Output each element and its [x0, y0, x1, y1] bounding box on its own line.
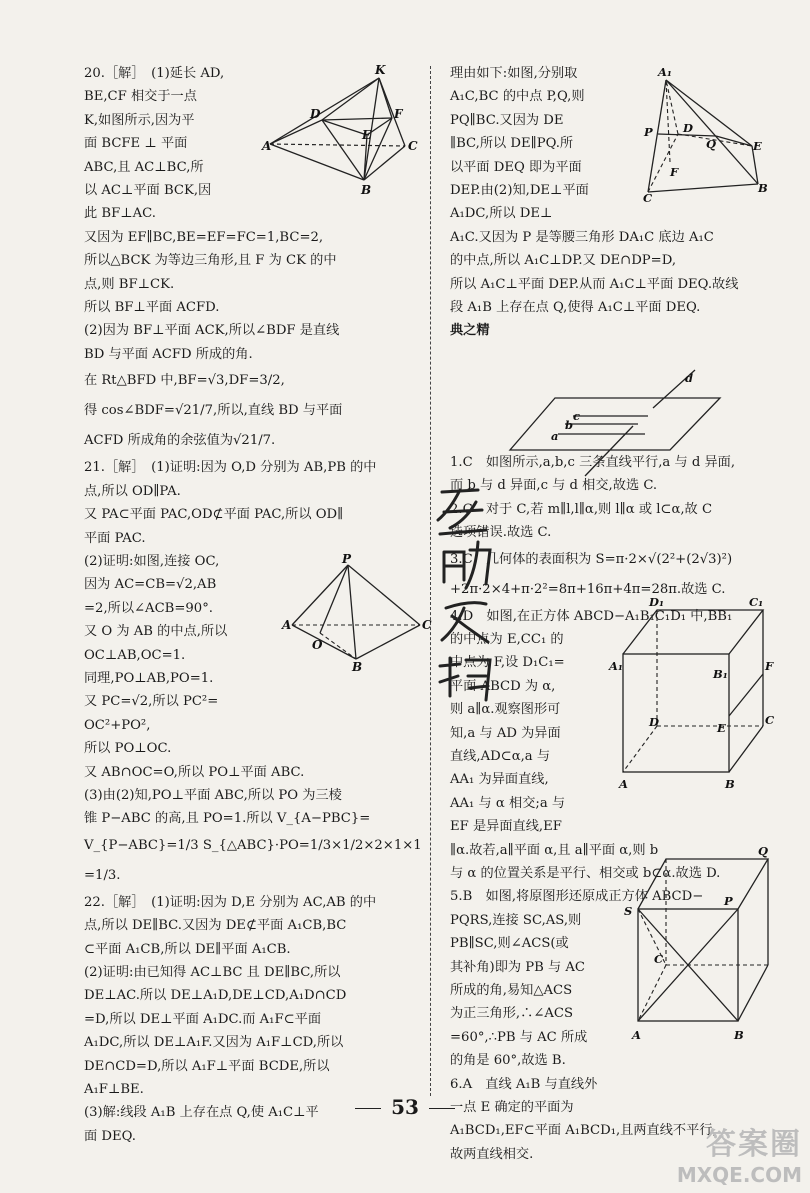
left-text-line: 点,所以 OD∥PA.	[84, 483, 181, 499]
fig22-label: C	[643, 191, 653, 205]
figure-20-solid	[262, 62, 422, 197]
right-text-line: 平面 ABCD 为 α,	[450, 678, 556, 694]
right-text-line: 1.C 如图所示,a,b,c 三条直线平行,a 与 d 异面,	[450, 454, 736, 470]
right-text-line: 的中点,所以 A₁C⊥DP.又 DE∩DP=D,	[450, 253, 677, 269]
right-text-line: A₁C.又因为 P 是等腰三角形 DA₁C 底边 A₁C	[450, 229, 714, 245]
right-text-line: 其补角)即为 PB 与 AC	[450, 959, 586, 975]
right-text-line: 中点为 F,设 D₁C₁=	[450, 655, 565, 671]
fig20-label: F	[394, 107, 403, 121]
left-text-line: V_{P−ABC}=1/3 S_{△ABC}·PO=1/3×1/2×2×1×1	[84, 837, 422, 853]
fig4-label: A	[619, 777, 628, 791]
fig4-label: A₁	[609, 659, 623, 673]
left-text-line: (2)证明:如图,连接 OC,	[84, 553, 220, 569]
right-text-line: 4.D 如图,在正方体 ABCD−A₁B₁C₁D₁ 中,BB₁	[450, 608, 733, 624]
fig5-label: B	[734, 1028, 744, 1042]
left-text-line: =D,所以 DE⊥平面 A₁DC.而 A₁F⊂平面	[84, 1011, 322, 1027]
left-text-line: 此 BF⊥AC.	[84, 206, 156, 222]
fig22-label: A₁	[658, 65, 672, 79]
handwritten-scribble	[430, 480, 505, 710]
fig5-label: C	[654, 952, 664, 966]
fig22-label: E	[753, 139, 762, 153]
left-text-line: ⊂平面 A₁CB,所以 DE∥平面 A₁CB.	[84, 941, 291, 957]
fig22-label: D	[683, 121, 693, 135]
right-text-line: 知,a 与 AD 为异面	[450, 725, 561, 741]
right-text-line: A₁DC,所以 DE⊥	[450, 206, 553, 222]
left-text-line: OC⊥AB,OC=1.	[84, 647, 186, 663]
right-text-line: 6.A 直线 A₁B 与直线外	[450, 1076, 598, 1092]
right-text-line: 与 α 的位置关系是平行、相交或 b⊂α.故选 D.	[450, 865, 721, 881]
fig1-label: c	[573, 409, 581, 423]
left-text-line: 以 AC⊥平面 BCK,因	[84, 183, 212, 199]
fig22-label: P	[644, 125, 653, 139]
left-text-line: (2)因为 BF⊥平面 ACK,所以∠BDF 是直线	[84, 323, 340, 339]
right-text-line: 所以 A₁C⊥平面 DEP.从而 A₁C⊥平面 DEQ.故线	[450, 276, 739, 292]
section-title: 典之精	[450, 323, 490, 339]
fig4-label: E	[717, 721, 726, 735]
right-text-line: 理由如下:如图,分别取	[450, 66, 578, 81]
left-text-line: =1/3.	[84, 867, 121, 883]
left-text-line: 所以 PO⊥OC.	[84, 741, 172, 757]
right-text-line: DEP.由(2)知,DE⊥平面	[450, 183, 589, 199]
fig5-label: P	[724, 894, 733, 908]
right-text-line: A₁C,BC 的中点 P,Q,则	[450, 89, 585, 105]
left-text-line: BD 与平面 ACFD 所成的角.	[84, 346, 253, 362]
left-text-line: 21.［解］ (1)证明:因为 O,D 分别为 AB,PB 的中	[84, 460, 377, 476]
right-text-line: PQ∥BC.又因为 DE	[450, 112, 564, 128]
fig22-label: F	[670, 165, 679, 179]
fig20-label: A	[262, 139, 272, 153]
right-text-line: 3.C 几何体的表面积为 S=π·2×√(2²+(2√3)²)	[450, 551, 733, 567]
figure-22-solid	[640, 64, 770, 204]
left-text-line: 所以 BF⊥平面 ACFD.	[84, 300, 220, 316]
fig20-label: D	[310, 107, 321, 121]
fig1-label: a	[551, 429, 559, 443]
left-text-line: 面 DEQ.	[84, 1128, 136, 1144]
right-text-line: 为正三角形,∴∠ACS	[450, 1006, 574, 1022]
fig20-label: E	[362, 128, 372, 142]
fig21-label: A	[282, 618, 292, 632]
left-text-line: 20.［解］ (1)延长 AD,	[84, 66, 225, 81]
right-text-line: =60°,∴PB 与 AC 所成	[450, 1029, 588, 1045]
right-text-line: 段 A₁B 上存在点 Q,使得 A₁C⊥平面 DEQ.	[450, 300, 701, 316]
fig20-label: K	[375, 63, 386, 77]
fig4-label: D	[649, 715, 659, 729]
fig21-label: B	[352, 660, 363, 674]
fig21-label: P	[342, 552, 352, 566]
fig22-label: Q	[706, 137, 717, 151]
left-text-line: 锥 P−ABC 的高,且 PO=1.所以 V_{A−PBC}=	[84, 811, 371, 827]
left-text-line: A₁F⊥BE.	[84, 1082, 144, 1098]
right-text-line: 则 a∥α.观察图形可	[450, 702, 561, 718]
left-text-line: 平面 PAC.	[84, 530, 146, 546]
left-text-line: 同理,PO⊥AB,PO=1.	[84, 670, 214, 686]
left-text-line: K,如图所示,因为平	[84, 112, 195, 128]
figure-21-pyramid	[282, 552, 432, 674]
left-text-line: DE⊥AC.所以 DE⊥A₁D,DE⊥CD,A₁D∩CD	[84, 988, 347, 1004]
left-text-line: ACFD 所成角的余弦值为√21/7.	[84, 433, 276, 449]
right-text-line: ∥BC,所以 DE∥PQ.所	[450, 136, 574, 152]
figure-5-cube	[618, 843, 778, 1043]
right-text-line: 的中点为 E,CC₁ 的	[450, 631, 564, 647]
fig21-label: O	[312, 638, 323, 652]
fig22-label: B	[758, 181, 768, 195]
watermark-url: MXQE.COM	[676, 1163, 802, 1187]
fig21-label: C	[422, 618, 432, 632]
fig20-label: B	[361, 183, 372, 197]
left-text-line: 因为 AC=CB=√2,AB	[84, 577, 217, 593]
left-text-line: 点,则 BF⊥CK.	[84, 276, 175, 292]
right-text-line: 以平面 DEQ 即为平面	[450, 159, 582, 175]
right-text-line: AA₁ 为异面直线,	[450, 772, 549, 788]
fig4-label: B₁	[713, 667, 728, 681]
left-text-line: 所以△BCK 为等边三角形,且 F 为 CK 的中	[84, 253, 337, 269]
left-text-line: 又 PC=√2,所以 PC²=	[84, 694, 219, 710]
watermark-logo: 答案圈	[706, 1127, 802, 1162]
right-text-line: 而 b 与 d 异面,c 与 d 相交,故选 C.	[450, 478, 658, 494]
right-text-line: PB∥SC,则∠ACS(或	[450, 936, 569, 952]
fig4-label: F	[765, 659, 774, 673]
right-text-line: +2π·2×4+π·2²=8π+16π+4π=28π.故选 C.	[450, 581, 726, 597]
figure-4-cube	[609, 592, 780, 792]
right-text-line: ∥α.故若,a∥平面 α,且 a∥平面 α,则 b	[450, 842, 659, 858]
fig5-label: S	[624, 904, 633, 918]
right-text-line: A₁BCD₁,EF⊂平面 A₁BCD₁,且两直线不平行,	[450, 1123, 717, 1139]
left-text-line: (3)解:线段 A₁B 上存在点 Q,使 A₁C⊥平	[84, 1105, 319, 1121]
left-text-line: 面 BCFE ⊥ 平面	[84, 136, 188, 152]
right-text-line: 2.C 对于 C,若 m∥l,l∥α,则 l∥α 或 l⊂α,故 C	[450, 501, 713, 517]
right-text-line: EF 是异面直线,EF	[450, 819, 562, 835]
right-text-line: PQRS,连接 SC,AS,则	[450, 912, 582, 928]
right-text-line: 直线,AD⊂α,a 与	[450, 748, 551, 764]
left-text-line: ABC,且 AC⊥BC,所	[84, 159, 204, 175]
left-text-line: 又因为 EF∥BC,BE=EF=FC=1,BC=2,	[84, 229, 324, 245]
left-text-line: (3)由(2)知,PO⊥平面 ABC,所以 PO 为三棱	[84, 787, 342, 803]
left-text-line: (2)证明:由已知得 AC⊥BC 且 DE∥BC,所以	[84, 965, 341, 980]
fig4-label: C₁	[749, 595, 764, 609]
right-text-line: 5.B 如图,将原图形还原成正方体 ABCD−	[450, 889, 704, 905]
left-text-line: 又 AB∩OC=O,所以 PO⊥平面 ABC.	[84, 764, 305, 780]
fig5-label: A	[632, 1028, 641, 1042]
watermark	[677, 1119, 802, 1187]
right-text-line: 选项错误.故选 C.	[450, 525, 552, 541]
left-text-line: =2,所以∠ACB=90°.	[84, 600, 213, 616]
left-text-line: 又 PA⊂平面 PAC,OD⊄平面 PAC,所以 OD∥	[84, 507, 344, 523]
fig4-label: D₁	[649, 595, 665, 609]
fig4-label: B	[725, 777, 735, 791]
fig4-label: C	[765, 713, 775, 727]
right-text-line: 故两直线相交.	[450, 1146, 534, 1162]
left-text-line: A₁DC,所以 DE⊥A₁F.又因为 A₁F⊥CD,所以	[84, 1035, 344, 1051]
figure-1-plane-lines	[505, 368, 730, 483]
left-text-line: 又 O 为 AB 的中点,所以	[84, 624, 228, 640]
fig20-label: C	[408, 139, 418, 153]
left-text-line: 22.［解］ (1)证明:因为 D,E 分别为 AC,AB 的中	[84, 894, 377, 910]
left-text-line: BE,CF 相交于一点	[84, 89, 197, 105]
left-text-line: OC²+PO²,	[84, 717, 151, 733]
fig5-label: Q	[758, 844, 769, 858]
right-text-line: AA₁ 与 α 相交;a 与	[450, 795, 566, 811]
right-text-line: 的角是 60°,故选 B.	[450, 1053, 566, 1069]
right-text-line: 一点 E 确定的平面为	[450, 1100, 574, 1116]
fig1-label: d	[685, 371, 694, 385]
left-text-line: 得 cos∠BDF=√21/7,所以,直线 BD 与平面	[84, 403, 343, 419]
left-text-line: 点,所以 DE∥BC.又因为 DE⊄平面 A₁CB,BC	[84, 918, 347, 934]
right-text-line: 所成的角,易知△ACS	[450, 983, 573, 998]
fig1-label: b	[565, 418, 574, 432]
left-text-line: 在 Rt△BFD 中,BF=√3,DF=3/2,	[84, 373, 285, 389]
left-text-line: DE∩CD=D,所以 A₁F⊥平面 BCDE,所以	[84, 1058, 330, 1074]
page-number: 53	[0, 1095, 810, 1119]
